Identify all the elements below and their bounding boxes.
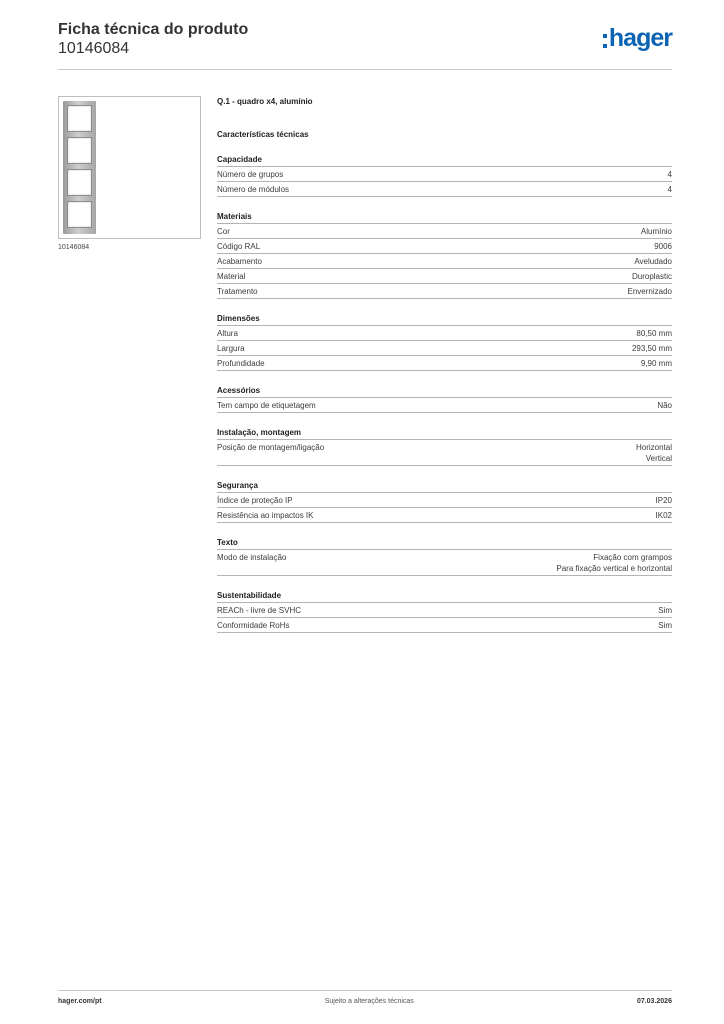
- spec-value: [556, 552, 672, 574]
- spec-value-line: 9006: [654, 242, 672, 251]
- spec-section: [217, 480, 672, 523]
- spec-label: REACh - livre de SVHC: [217, 606, 302, 615]
- spec-value-line: Horizontal: [635, 443, 672, 452]
- spec-label: Altura: [217, 329, 238, 338]
- spec-value: [632, 343, 672, 354]
- spec-section: [217, 211, 672, 299]
- spec-label: Largura: [217, 344, 245, 353]
- spec-value-line: Sim: [658, 606, 672, 615]
- spec-value-line: Envernizado: [627, 287, 672, 296]
- hager-logo: [603, 24, 672, 52]
- spec-row: [217, 224, 672, 239]
- spec-value: [654, 241, 672, 252]
- spec-label: Posição de montagem/ligação: [217, 443, 325, 452]
- section-title: Segurança: [217, 480, 672, 493]
- spec-value-line: Fixação com grampos: [593, 553, 672, 562]
- spec-row: [217, 269, 672, 284]
- spec-content: [217, 96, 672, 633]
- spec-section: [217, 313, 672, 371]
- spec-value-line: IK02: [655, 511, 672, 520]
- spec-label: Cor: [217, 227, 230, 236]
- spec-value: [641, 226, 672, 237]
- spec-label: Modo de instalação: [217, 553, 287, 562]
- spec-value: [668, 169, 672, 180]
- spec-label: Profundidade: [217, 359, 265, 368]
- spec-row: [217, 284, 672, 299]
- spec-value: [634, 256, 672, 267]
- spec-label: Resistência ao impactos IK: [217, 511, 314, 520]
- spec-value-line: 9,90 mm: [640, 359, 672, 368]
- spec-value: [656, 495, 672, 506]
- section-title: Materiais: [217, 211, 672, 224]
- frame-x4-icon: [63, 101, 96, 234]
- spec-section: [217, 154, 672, 197]
- spec-label: Número de módulos: [217, 185, 290, 194]
- spec-value: [628, 286, 672, 297]
- spec-section: [217, 537, 672, 576]
- section-title: Texto: [217, 537, 672, 550]
- page-footer: [58, 990, 672, 1005]
- spec-label: Acabamento: [217, 257, 262, 266]
- spec-row: [217, 550, 672, 576]
- spec-row: [217, 440, 672, 466]
- footer-website: hager.com/pt: [58, 998, 102, 1005]
- spec-value-line: Vertical: [645, 454, 672, 463]
- spec-label: Tratamento: [217, 287, 258, 296]
- page-header: [58, 20, 672, 70]
- section-title: Instalação, montagem: [217, 427, 672, 440]
- product-image: [58, 96, 201, 239]
- spec-value: [641, 358, 672, 369]
- spec-sections: [217, 154, 672, 633]
- spec-value-line: 4: [667, 185, 672, 194]
- spec-value: [636, 328, 672, 339]
- spec-row: [217, 493, 672, 508]
- spec-value: [657, 400, 672, 411]
- spec-value-line: Duroplastic: [631, 272, 672, 281]
- spec-label: Conformidade RoHs: [217, 621, 290, 630]
- image-caption: 10146084: [58, 244, 90, 251]
- spec-row: [217, 239, 672, 254]
- logo-mark-icon: [603, 34, 607, 48]
- spec-label: Código RAL: [217, 242, 261, 251]
- spec-label: Material: [217, 272, 246, 281]
- spec-row: [217, 341, 672, 356]
- footer-disclaimer: Sujeito a alterações técnicas: [324, 998, 414, 1005]
- spec-section: [217, 590, 672, 633]
- spec-value-line: Para fixação vertical e horizontal: [556, 564, 672, 573]
- spec-row: [217, 508, 672, 523]
- spec-section: [217, 385, 672, 413]
- section-title: Sustentabilidade: [217, 590, 672, 603]
- spec-value: [658, 605, 672, 616]
- spec-value-line: IP20: [655, 496, 672, 505]
- spec-row: [217, 603, 672, 618]
- spec-value: [636, 442, 672, 464]
- spec-heading: Características técnicas: [217, 130, 309, 139]
- spec-row: [217, 254, 672, 269]
- spec-label: Índice de proteção IP: [217, 496, 293, 505]
- spec-row: [217, 398, 672, 413]
- spec-row: [217, 326, 672, 341]
- spec-row: [217, 167, 672, 182]
- spec-row: [217, 182, 672, 197]
- spec-value-line: 293,50 mm: [631, 344, 672, 353]
- spec-value: [632, 271, 672, 282]
- footer-date: 07.03.2026: [636, 998, 672, 1005]
- section-title: Dimensões: [217, 313, 672, 326]
- spec-label: Tem campo de etiquetagem: [217, 401, 316, 410]
- spec-value: [656, 510, 672, 521]
- spec-value-line: Sim: [658, 621, 672, 630]
- spec-row: [217, 356, 672, 371]
- spec-section: [217, 427, 672, 466]
- spec-value-line: 4: [667, 170, 672, 179]
- spec-row: [217, 618, 672, 633]
- section-title: Acessórios: [217, 385, 672, 398]
- spec-value-line: Alumínio: [640, 227, 672, 236]
- section-title: Capacidade: [217, 154, 672, 167]
- logo-text: hager: [608, 24, 672, 52]
- spec-value-line: Não: [657, 401, 672, 410]
- spec-value: [668, 184, 672, 195]
- spec-label: Número de grupos: [217, 170, 284, 179]
- product-code: 10146084: [58, 40, 130, 57]
- document-title: Ficha técnica do produto: [58, 21, 249, 38]
- spec-value-line: Aveludado: [634, 257, 672, 266]
- product-name: Q.1 - quadro x4, alumínio: [217, 97, 313, 106]
- spec-value: [658, 620, 672, 631]
- spec-value-line: 80,50 mm: [636, 329, 672, 338]
